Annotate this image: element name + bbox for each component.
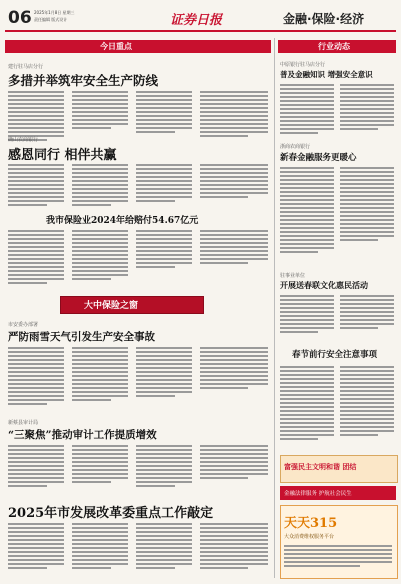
- column-divider: [274, 38, 275, 578]
- a6-body-col3: [136, 523, 192, 571]
- a2-body-col2: [72, 164, 128, 208]
- today-header: 今日重点: [100, 42, 132, 51]
- a4-body-col1: [8, 347, 64, 407]
- a1-body-col4: [200, 91, 268, 139]
- r1-kicker: 中原银行驻马店分行: [280, 62, 326, 68]
- r1-body-col2: [340, 84, 394, 132]
- editor-line: 责任编辑 版式设计: [34, 17, 68, 22]
- paper-logo: 证券日报: [170, 13, 223, 28]
- ad-315-logo: 天天315: [284, 516, 338, 531]
- r2-kicker: 浙商农商银行: [280, 144, 311, 150]
- a1-headline: 多措并举筑牢安全生产防线: [8, 73, 159, 88]
- insurance-badge-label: 大中保险之窗: [84, 301, 139, 311]
- a4-body-col4: [200, 347, 268, 391]
- a6-body-col1: [8, 523, 64, 571]
- a2-headline: 感恩同行 相伴共赢: [8, 148, 117, 163]
- a5-body-col4: [200, 445, 268, 481]
- r3-headline: 开展送春联文化惠民活动: [280, 280, 368, 290]
- a2-kicker: 确山农商银行: [8, 137, 39, 143]
- ad-banner-mid-text: 金融法律服务 护航社会民生: [284, 491, 352, 497]
- r4-body-col2: [340, 366, 394, 438]
- a1-body-col3: [136, 91, 192, 135]
- a3-body-col2: [72, 230, 128, 282]
- a2-body-col3: [136, 164, 192, 204]
- a5-body-col1: [8, 445, 64, 489]
- a6-body-col4: [200, 523, 268, 571]
- ad-315-body: [284, 545, 392, 569]
- section-title: 金融·保险·经济: [283, 12, 365, 26]
- r2-headline: 新春金融服务更暖心: [280, 153, 357, 163]
- r4-body-col1: [280, 366, 334, 442]
- a6-body-col2: [72, 523, 128, 571]
- r4-headline: 春节前行安全注意事项: [292, 350, 378, 360]
- a4-kicker: 市安委办部署: [8, 322, 39, 328]
- a4-body-col3: [136, 347, 192, 399]
- a6-headline: 2025年市发展改革委重点工作敲定: [8, 506, 214, 521]
- a2-body-col1: [8, 164, 64, 208]
- masthead-rule: [5, 30, 396, 32]
- r3-body-col1: [280, 295, 334, 335]
- a2-body-col4: [200, 164, 268, 200]
- a3-body-col3: [136, 230, 192, 270]
- a4-body-col2: [72, 347, 128, 403]
- date-line: 2025年1月8日 星期三: [34, 10, 75, 15]
- today-header-bar: [5, 40, 271, 53]
- a5-body-col3: [136, 445, 192, 489]
- a5-kicker: 新蔡县审计局: [8, 420, 39, 426]
- r3-body-col2: [340, 295, 394, 331]
- ad-banner-top-text: 富强民主文明和谐 团结: [284, 463, 357, 471]
- a5-headline: “三聚焦”推动审计工作提质增效: [8, 429, 157, 441]
- industry-header: 行业动态: [318, 42, 350, 51]
- r2-body-col2: [340, 167, 394, 243]
- page-number: 06: [8, 8, 32, 28]
- ad-315-caption: 大众消费维权服务平台: [284, 534, 335, 540]
- a3-body-col4: [200, 230, 268, 266]
- a1-body-col2: [72, 91, 128, 131]
- r2-body-col1: [280, 167, 334, 255]
- a3-body-col1: [8, 230, 64, 286]
- r1-body-col1: [280, 84, 334, 136]
- r1-headline: 普及金融知识 增强安全意识: [280, 70, 373, 79]
- a3-headline: 我市保险业2024年给赔付54.67亿元: [46, 216, 199, 226]
- a4-headline: 严防雨雪天气引发生产安全事故: [8, 331, 155, 343]
- r3-kicker: 驻事业单位: [280, 273, 306, 279]
- a1-kicker: 建行驻马店分行: [8, 64, 44, 70]
- a5-body-col2: [72, 445, 128, 485]
